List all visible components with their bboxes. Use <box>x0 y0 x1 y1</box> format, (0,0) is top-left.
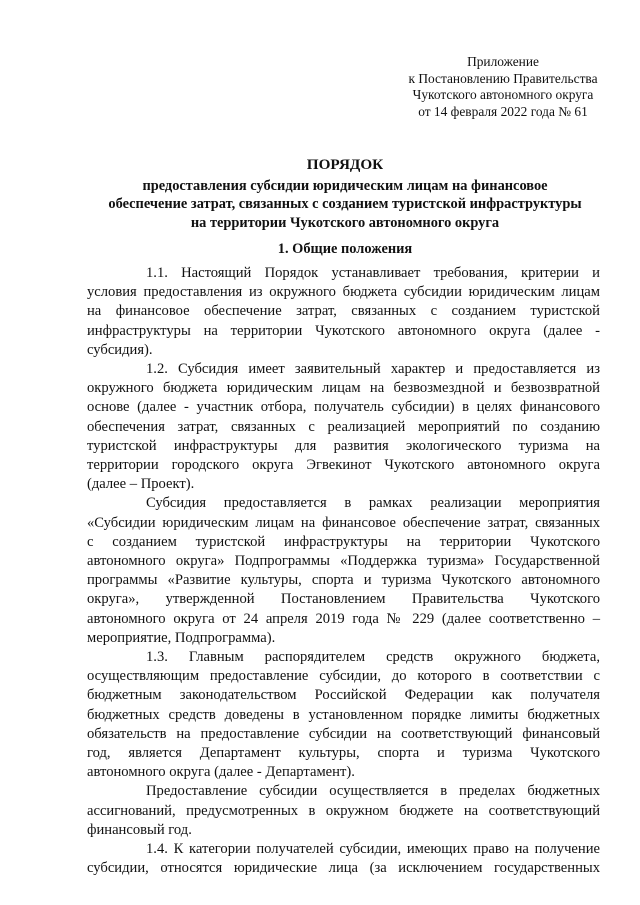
body-line: финансовый год. <box>87 821 192 838</box>
section-heading: 1. Общие положения <box>277 241 413 257</box>
body-line: с созданием туристской инфраструктуры на территории Чукотского <box>87 533 600 550</box>
body-line: Субсидия предоставляется в рамках реализации мероприятия <box>146 495 600 512</box>
body-line: основе (далее - участник отбора, получатель субсидии) в целях финансового <box>87 399 600 416</box>
body-line: 1.2. Субсидия имеет заявительный характер и предоставляется из <box>146 361 600 378</box>
title-line: предоставления субсидии юридическим лицам на финансовое <box>142 177 548 194</box>
body-line: автономного округа от 24 апреля 2019 года № 229 (далее соответственно – <box>87 610 600 627</box>
body-line: бюджетным законодательством Российской Федерации как получателя <box>87 687 600 704</box>
body-line: 1.4. К категории получателей субсидии, имеющих право на получение <box>146 841 600 858</box>
body-line: обязательств на предоставление субсидии на соответствующий финансовый <box>87 725 600 742</box>
document-body <box>87 264 600 879</box>
body-line: автономного округа (далее - Департамент). <box>87 764 355 781</box>
body-line: инфраструктуры на территории Чукотского автономного округа (далее - <box>87 322 600 339</box>
body-line: территории городского округа Эгвекинот Чукотского автономного округа <box>87 457 600 474</box>
document-title <box>80 156 610 232</box>
appendix-line: Приложение <box>467 54 539 69</box>
title-line: обеспечение затрат, связанных с созданием туристской инфраструктуры <box>108 196 582 213</box>
appendix-line: от 14 февраля 2022 года № 61 <box>418 103 588 119</box>
body-line: автономного округа» Подпрограммы «Поддержка туризма» Государственной <box>87 553 600 570</box>
body-line: осуществляющим предоставление субсидии, до которого в соответствии с <box>87 668 600 685</box>
appendix-block <box>398 54 608 120</box>
body-line: бюджетных средств доведены в установленном порядке лимиты бюджетных <box>87 706 600 723</box>
body-line: «Субсидии юридическим лицам на финансовое обеспечение затрат, связанных <box>87 514 600 531</box>
body-line: (далее – Проект). <box>87 476 195 493</box>
body-line: округа», утвержденной Постановлением Правительства Чукотского <box>87 591 600 608</box>
body-line: условия предоставления из окружного бюджета субсидии юридическим лицам <box>87 284 600 301</box>
body-line: 1.1. Настоящий Порядок устанавливает требования, критерии и <box>146 265 600 281</box>
body-line: обеспечения затрат, связанных с реализацией мероприятий по созданию <box>87 418 600 435</box>
title-heading: ПОРЯДОК <box>306 156 384 173</box>
body-line: окружного бюджета юридическим лицам на безвозмездной и безвозвратной <box>87 380 600 397</box>
body-line: мероприятие, Подпрограмма). <box>87 629 276 646</box>
body-line: программы «Развитие культуры, спорта и туризма Чукотского автономного <box>87 572 600 589</box>
body-line: ассигнований, предусмотренных в окружном бюджете на соответствующий <box>87 802 600 819</box>
body-line: год, является Департамент культуры, спорта и туризма Чукотского <box>87 745 600 762</box>
body-line: туристской инфраструктуры для развития экологического туризма на <box>87 437 600 454</box>
body-line: Предоставление субсидии осуществляется в пределах бюджетных <box>146 783 600 800</box>
title-line: на территории Чукотского автономного округа <box>190 214 500 231</box>
appendix-line: Чукотского автономного округа <box>412 87 594 102</box>
body-line: на финансовое обеспечение затрат, связанных с созданием туристской <box>87 303 600 320</box>
appendix-line: к Постановлению Правительства <box>408 70 598 86</box>
body-line: 1.3. Главным распорядителем средств окружного бюджета, <box>146 649 600 666</box>
body-line: субсидия). <box>87 341 153 358</box>
body-line: субсидии, относятся юридические лица (за исключением государственных <box>87 860 600 877</box>
